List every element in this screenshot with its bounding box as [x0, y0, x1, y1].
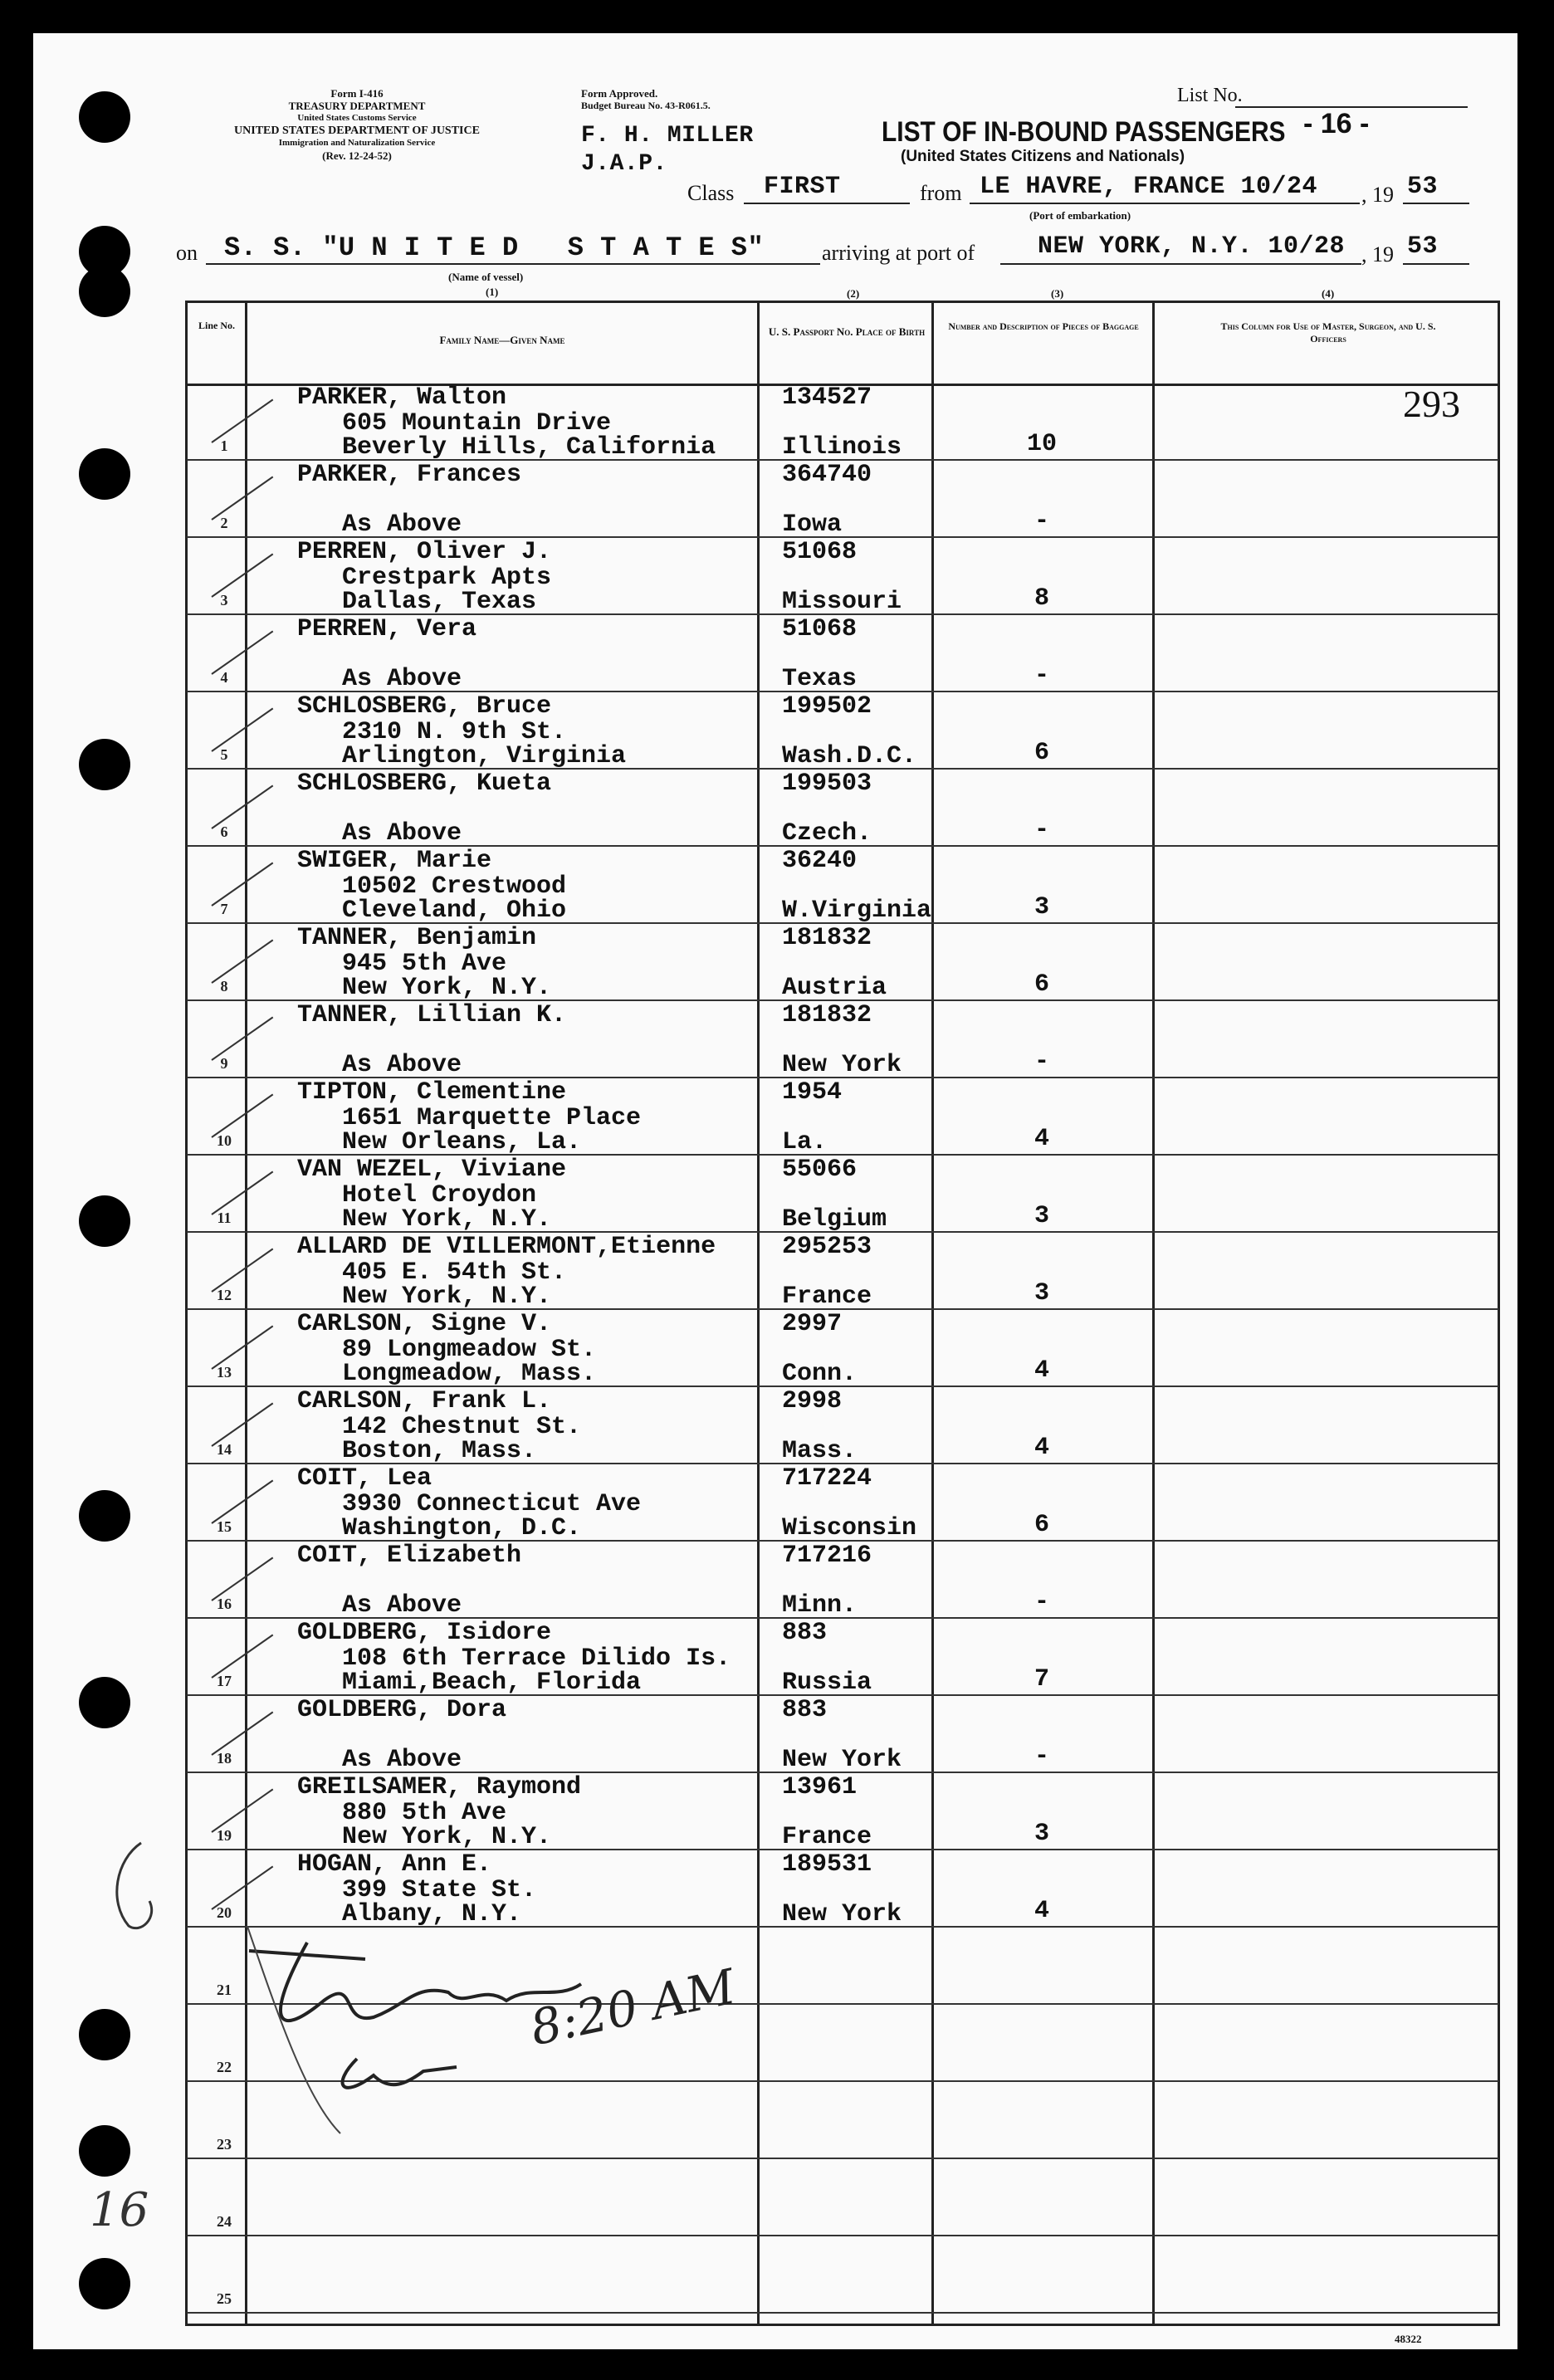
baggage-count: -	[1034, 1588, 1049, 1616]
footer-code: 48322	[1395, 2333, 1422, 2345]
passport-number: 883	[782, 1619, 828, 1647]
address-line-2: Longmeadow, Mass.	[342, 1360, 597, 1388]
place-of-birth: Wash.D.C.	[782, 742, 917, 770]
line-number: 16	[217, 1596, 232, 1612]
address-line-2: Washington, D.C.	[342, 1514, 582, 1542]
passport-number: 2997	[782, 1310, 843, 1338]
header-line-no: Line No.	[198, 320, 235, 331]
address-line-1: 405 E. 54th St.	[342, 1258, 567, 1287]
year2-prefix: , 19	[1361, 242, 1394, 266]
line-number: 17	[217, 1673, 232, 1689]
address-line-2: As Above	[342, 1051, 462, 1079]
address-line-1: 10502 Crestwood	[342, 872, 567, 901]
form-revision: (Rev. 12-24-52)	[322, 149, 392, 162]
address-line-2: New York, N.Y.	[342, 1823, 552, 1851]
baggage-count: 3	[1034, 893, 1049, 921]
page-subtitle: (United States Citizens and Nationals)	[901, 148, 1185, 165]
line-number: 7	[220, 901, 228, 917]
arrival-port: NEW YORK, N.Y. 10/28	[1038, 232, 1346, 261]
punch-hole	[79, 2258, 130, 2309]
punch-hole	[79, 739, 130, 790]
col-1-number: (1)	[486, 286, 499, 298]
address-line-1: 880 5th Ave	[342, 1799, 507, 1827]
baggage-count: 4	[1034, 1356, 1049, 1385]
form-approved: Form Approved.	[581, 87, 658, 100]
place-of-birth: Russia	[782, 1669, 872, 1697]
passenger-name: TIPTON, Clementine	[297, 1078, 567, 1107]
baggage-count: 10	[1026, 430, 1057, 458]
place-of-birth: Conn.	[782, 1360, 858, 1388]
passenger-name: PARKER, Frances	[297, 461, 522, 489]
passport-number: 36240	[782, 847, 858, 875]
address-line-1: 89 Longmeadow St.	[342, 1336, 597, 1364]
punch-hole	[79, 448, 130, 500]
place-of-birth: Iowa	[782, 511, 843, 539]
baggage-count: -	[1034, 1742, 1049, 1771]
baggage-count: 4	[1034, 1897, 1049, 1925]
passenger-name: CARLSON, Frank L.	[297, 1387, 552, 1415]
passenger-name: CARLSON, Signe V.	[297, 1310, 552, 1338]
dept-justice: UNITED STATES DEPARTMENT OF JUSTICE	[234, 125, 480, 137]
passport-number: 134527	[782, 384, 872, 412]
passenger-name: GOLDBERG, Isidore	[297, 1619, 552, 1647]
signature-time: 8:20 AM	[525, 1957, 740, 2057]
passport-number: 717224	[782, 1464, 872, 1493]
passport-number: 364740	[782, 461, 872, 489]
baggage-count: -	[1034, 662, 1049, 690]
punch-hole	[79, 1490, 130, 1542]
year: 53	[1407, 173, 1439, 201]
passport-number: 2998	[782, 1387, 843, 1415]
address-line-2: Albany, N.Y.	[342, 1900, 522, 1928]
line-number: 21	[217, 1982, 232, 1998]
passenger-name: COIT, Lea	[297, 1464, 432, 1493]
place-of-birth: Wisconsin	[782, 1514, 917, 1542]
class-label: Class	[687, 181, 735, 205]
baggage-count: 3	[1034, 1820, 1049, 1848]
baggage-count: 8	[1034, 584, 1049, 613]
page-title: LIST OF IN-BOUND PASSENGERS	[882, 116, 1286, 148]
header-officers: This Column for Use of Master, Surgeon, and U. S. Officers	[1220, 320, 1436, 345]
place-of-birth: Minn.	[782, 1591, 858, 1620]
vessel-name: S. S. "U N I T E D S T A T E S"	[224, 232, 765, 263]
year-prefix: , 19	[1361, 183, 1394, 207]
col-3-number: (3)	[1051, 287, 1064, 300]
address-line-2: Boston, Mass.	[342, 1437, 537, 1465]
place-of-birth: France	[782, 1823, 872, 1851]
passport-number: 13961	[782, 1773, 858, 1801]
address-line-2: Cleveland, Ohio	[342, 897, 567, 925]
address-line-2: As Above	[342, 819, 462, 848]
baggage-count: 6	[1034, 1511, 1049, 1539]
arriving-label: arriving at port of	[822, 241, 975, 265]
baggage-count: -	[1034, 1048, 1049, 1076]
punch-hole	[79, 2125, 130, 2177]
form-number: Form I-416	[330, 87, 384, 100]
margin-note: 16	[90, 2183, 149, 2237]
address-line-2: New York, N.Y.	[342, 1205, 552, 1234]
punch-hole	[79, 1677, 130, 1728]
address-line-1: 945 5th Ave	[342, 950, 507, 978]
page-stamp: 293	[1403, 383, 1460, 425]
address-line-2: New Orleans, La.	[342, 1128, 582, 1156]
place-of-birth: New York	[782, 1051, 902, 1079]
row-divider	[187, 2312, 1498, 2314]
manifest-page	[33, 33, 1517, 2349]
vessel-caption: (Name of vessel)	[448, 271, 524, 283]
line-number: 14	[217, 1441, 232, 1458]
address-line-2: Miami,Beach, Florida	[342, 1669, 642, 1697]
place-of-birth: Illinois	[782, 433, 902, 462]
line-number: 5	[220, 746, 228, 763]
from-label: from	[920, 181, 962, 205]
place-of-birth: Mass.	[782, 1437, 858, 1465]
punch-hole	[79, 1195, 130, 1247]
line-number: 2	[220, 515, 228, 531]
baggage-count: 6	[1034, 739, 1049, 767]
passenger-name: SWIGER, Marie	[297, 847, 492, 875]
passenger-name: VAN WEZEL, Viviane	[297, 1156, 567, 1184]
officer-name: F. H. MILLER	[581, 123, 754, 149]
baggage-count: 7	[1034, 1665, 1049, 1693]
address-line-2: Arlington, Virginia	[342, 742, 627, 770]
row-divider	[187, 2235, 1498, 2236]
line-number: 12	[217, 1287, 232, 1303]
passenger-name: TANNER, Lillian K.	[297, 1001, 567, 1029]
address-line-2: As Above	[342, 1746, 462, 1774]
row-divider	[187, 2158, 1498, 2159]
line-number: 18	[217, 1750, 232, 1767]
budget-bureau: Budget Bureau No. 43-R061.5.	[581, 100, 711, 111]
dept-treasury: TREASURY DEPARTMENT	[288, 100, 426, 112]
passport-number: 181832	[782, 1001, 872, 1029]
passport-number: 181832	[782, 924, 872, 952]
passport-number: 199503	[782, 770, 872, 798]
address-line-1: 108 6th Terrace Dilido Is.	[342, 1644, 731, 1673]
baggage-count: 4	[1034, 1434, 1049, 1462]
place-of-birth: France	[782, 1283, 872, 1311]
baggage-count: -	[1034, 816, 1049, 844]
class-value: FIRST	[764, 173, 841, 201]
address-line-1: 2310 N. 9th St.	[342, 718, 567, 746]
passport-number: 883	[782, 1696, 828, 1724]
punch-hole	[79, 91, 130, 143]
passenger-name: SCHLOSBERG, Kueta	[297, 770, 552, 798]
address-line-2: As Above	[342, 665, 462, 693]
line-number: 23	[217, 2136, 232, 2153]
line-number: 22	[217, 2059, 232, 2075]
line-number: 24	[217, 2213, 232, 2230]
place-of-birth: Austria	[782, 974, 887, 1002]
line-number: 19	[217, 1827, 232, 1844]
passport-number: 51068	[782, 538, 858, 566]
baggage-count: 6	[1034, 970, 1049, 999]
passenger-name: SCHLOSBERG, Bruce	[297, 692, 552, 721]
place-of-birth: Missouri	[782, 588, 902, 616]
dept-justice-sub: Immigration and Naturalization Service	[278, 138, 436, 148]
passport-number: 295253	[782, 1233, 872, 1261]
line-number: 4	[220, 669, 228, 686]
header-passport: U. S. Passport No. Place of Birth	[768, 325, 926, 338]
baggage-count: 3	[1034, 1279, 1049, 1307]
header-name: Family Name—Given Name	[439, 334, 565, 346]
address-line-1: 3930 Connecticut Ave	[342, 1490, 642, 1518]
line-number: 13	[217, 1364, 232, 1381]
baggage-count: -	[1034, 507, 1049, 535]
passport-number: 1954	[782, 1078, 843, 1107]
address-line-2: As Above	[342, 511, 462, 539]
passenger-name: ALLARD DE VILLERMONT,Etienne	[297, 1233, 716, 1261]
address-line-2: New York, N.Y.	[342, 974, 552, 1002]
passenger-name: PARKER, Walton	[297, 384, 507, 412]
address-line-2: Beverly Hills, California	[342, 433, 716, 462]
passenger-name: GREILSAMER, Raymond	[297, 1773, 582, 1801]
port-embarkation-caption: (Port of embarkation)	[1029, 209, 1131, 222]
col-4-number: (4)	[1322, 287, 1335, 300]
col-2-number: (2)	[847, 287, 860, 300]
officer-initials: J.A.P.	[581, 151, 667, 177]
dept-treasury-sub: United States Customs Service	[297, 113, 417, 123]
line-number: 11	[217, 1210, 232, 1226]
year2: 53	[1407, 232, 1439, 261]
place-of-birth: Belgium	[782, 1205, 887, 1234]
on-label: on	[176, 241, 198, 265]
address-line-1: Hotel Croydon	[342, 1181, 537, 1210]
passport-number: 189531	[782, 1850, 872, 1879]
baggage-count: 3	[1034, 1202, 1049, 1230]
list-number-label: List No.	[1177, 85, 1243, 106]
address-line-1: 1651 Marquette Place	[342, 1104, 642, 1132]
passport-number: 717216	[782, 1542, 872, 1570]
address-line-1: 142 Chestnut St.	[342, 1413, 582, 1441]
line-number: 1	[220, 437, 228, 454]
passenger-name: GOLDBERG, Dora	[297, 1696, 507, 1724]
header-baggage: Number and Description of Pieces of Baggage	[948, 320, 1139, 332]
passenger-name: PERREN, Oliver J.	[297, 538, 552, 566]
address-line-1: 605 Mountain Drive	[342, 409, 612, 437]
margin-scribble	[91, 1826, 191, 1943]
place-of-birth: W.Virginia	[782, 897, 932, 925]
line-number: 6	[220, 823, 228, 840]
place-of-birth: New York	[782, 1746, 902, 1774]
address-line-2: New York, N.Y.	[342, 1283, 552, 1311]
line-number: 15	[217, 1518, 232, 1535]
line-number: 3	[220, 592, 228, 608]
line-number: 25	[217, 2290, 232, 2307]
line-number: 10	[217, 1132, 232, 1149]
place-of-birth: La.	[782, 1128, 828, 1156]
place-of-birth: New York	[782, 1900, 902, 1928]
line-number: 20	[217, 1904, 232, 1921]
address-line-1: 399 State St.	[342, 1876, 537, 1904]
passenger-name: TANNER, Benjamin	[297, 924, 537, 952]
line-number: 9	[220, 1055, 228, 1072]
passport-number: 55066	[782, 1156, 858, 1184]
place-of-birth: Texas	[782, 665, 858, 693]
passport-number: 199502	[782, 692, 872, 721]
passenger-name: HOGAN, Ann E.	[297, 1850, 492, 1879]
passenger-name: PERREN, Vera	[297, 615, 477, 643]
baggage-count: 4	[1034, 1125, 1049, 1153]
line-number: 8	[220, 978, 228, 995]
port-of-embarkation: LE HAVRE, FRANCE 10/24	[980, 173, 1318, 201]
place-of-birth: Czech.	[782, 819, 872, 848]
passenger-name: COIT, Elizabeth	[297, 1542, 522, 1570]
passport-number: 51068	[782, 615, 858, 643]
address-line-1: Crestpark Apts	[342, 564, 552, 592]
punch-hole	[79, 2009, 130, 2060]
address-line-2: Dallas, Texas	[342, 588, 537, 616]
punch-hole	[79, 266, 130, 317]
list-number: - 16 -	[1303, 108, 1370, 139]
address-line-2: As Above	[342, 1591, 462, 1620]
